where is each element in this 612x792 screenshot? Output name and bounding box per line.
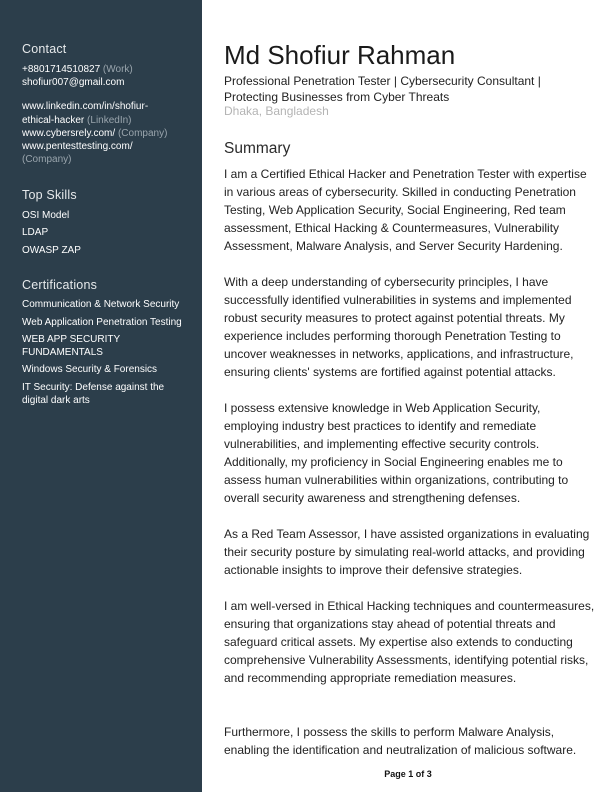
headline-line1: Professional Penetration Tester | Cybersecurity Consultant |: [224, 74, 541, 88]
cybersrely-label: (Company): [117, 128, 168, 139]
contact-phone[interactable]: [22, 63, 133, 76]
certification-item-cont: digital dark arts: [22, 395, 90, 406]
company-link-pentesttesting[interactable]: www.pentesttesting.com/: [22, 141, 133, 152]
summary-paragraph: Furthermore, I possess the skills to perform Malware Analysis, enabling the identification and neutralization of malicious software.: [224, 725, 577, 757]
certification-item: Windows Security & Forensics: [22, 364, 158, 375]
summary-paragraph: I am well-versed in Ethical Hacking techniques and countermeasures, ensuring that organizations stay ahead of potential threats and safeguard critical assets. My expertise also extends to conducting comprehensive Vulnerability Assessments, identifying potential risks, and recommending appropriate remediation measures.: [224, 599, 595, 685]
summary-paragraph: With a deep understanding of cybersecurity principles, I have successfully identified vulnerabilities in systems and implemented robust security measures to protect against potential threats. My experience includes performing thorough Penetration Testing to uncover weaknesses in networks, applications, and infrastructure, ensuring clients' systems are fortified against potential attacks.: [224, 275, 574, 379]
profile-headline: [224, 73, 594, 105]
page-number: Page 1 of 3: [384, 769, 432, 779]
linkedin-label: (LinkedIn): [87, 115, 132, 126]
phone-number[interactable]: +8801714510827: [22, 64, 101, 75]
summary-paragraph: I am a Certified Ethical Hacker and Penetration Tester with expertise in various areas of cybersecurity. Skilled in conducting Penetration Testing, Web Application Security, Social Engineering, Red team assessment, Ethical Hacking & Countermeasures, Vulnerability Assessment, Malware Analysis, and Server Security Hardening.: [224, 167, 587, 253]
page-footer: [0, 769, 612, 779]
top-skills-heading: Top Skills: [22, 188, 77, 202]
summary-paragraph: I possess extensive knowledge in Web Application Security, employing industry best practices to identify and remediate vulnerabilities, and implementing effective security controls. Additionally, my proficiency in Social Engineering enables me to assess human vulnerabilities within organizations, contributing to overall security awareness and strengthening defenses.: [224, 401, 569, 505]
headline-line2: Protecting Businesses from Cyber Threats: [224, 90, 450, 104]
phone-label: (Work): [102, 64, 133, 75]
profile-name: Md Shofiur Rahman: [224, 40, 456, 70]
contact-heading: Contact: [22, 42, 67, 56]
certification-item: Web Application Penetration Testing: [22, 317, 182, 328]
summary-paragraph: As a Red Team Assessor, I have assisted organizations in evaluating their security posture by simulating real-world attacks, and providing actionable insights to improve their defensive strategies.: [224, 527, 590, 577]
certification-item-cont: FUNDAMENTALS: [22, 347, 103, 358]
cybersrely-url[interactable]: www.cybersrely.com/: [22, 128, 116, 139]
sidebar: [0, 0, 202, 792]
certification-item: IT Security: Defense against the: [22, 382, 165, 393]
linkedin-link-text[interactable]: ethical-hacker: [22, 115, 85, 126]
certification-item: Communication & Network Security: [22, 299, 180, 310]
certification-item: WEB APP SECURITY: [22, 334, 121, 345]
skill-item: OWASP ZAP: [22, 245, 81, 256]
contact-email[interactable]: shofiur007@gmail.com: [22, 77, 125, 88]
certifications-heading: Certifications: [22, 278, 98, 292]
company-link-cybersrely[interactable]: [22, 127, 167, 140]
profile-location: Dhaka, Bangladesh: [224, 104, 329, 118]
skill-item: LDAP: [22, 227, 49, 238]
linkedin-link-line1[interactable]: www.linkedin.com/in/shofiur-: [22, 101, 149, 112]
pentesttesting-label: (Company): [22, 154, 72, 165]
summary-heading: Summary: [224, 140, 291, 157]
skill-item: OSI Model: [22, 210, 70, 221]
linkedin-link-line2[interactable]: [22, 114, 132, 127]
